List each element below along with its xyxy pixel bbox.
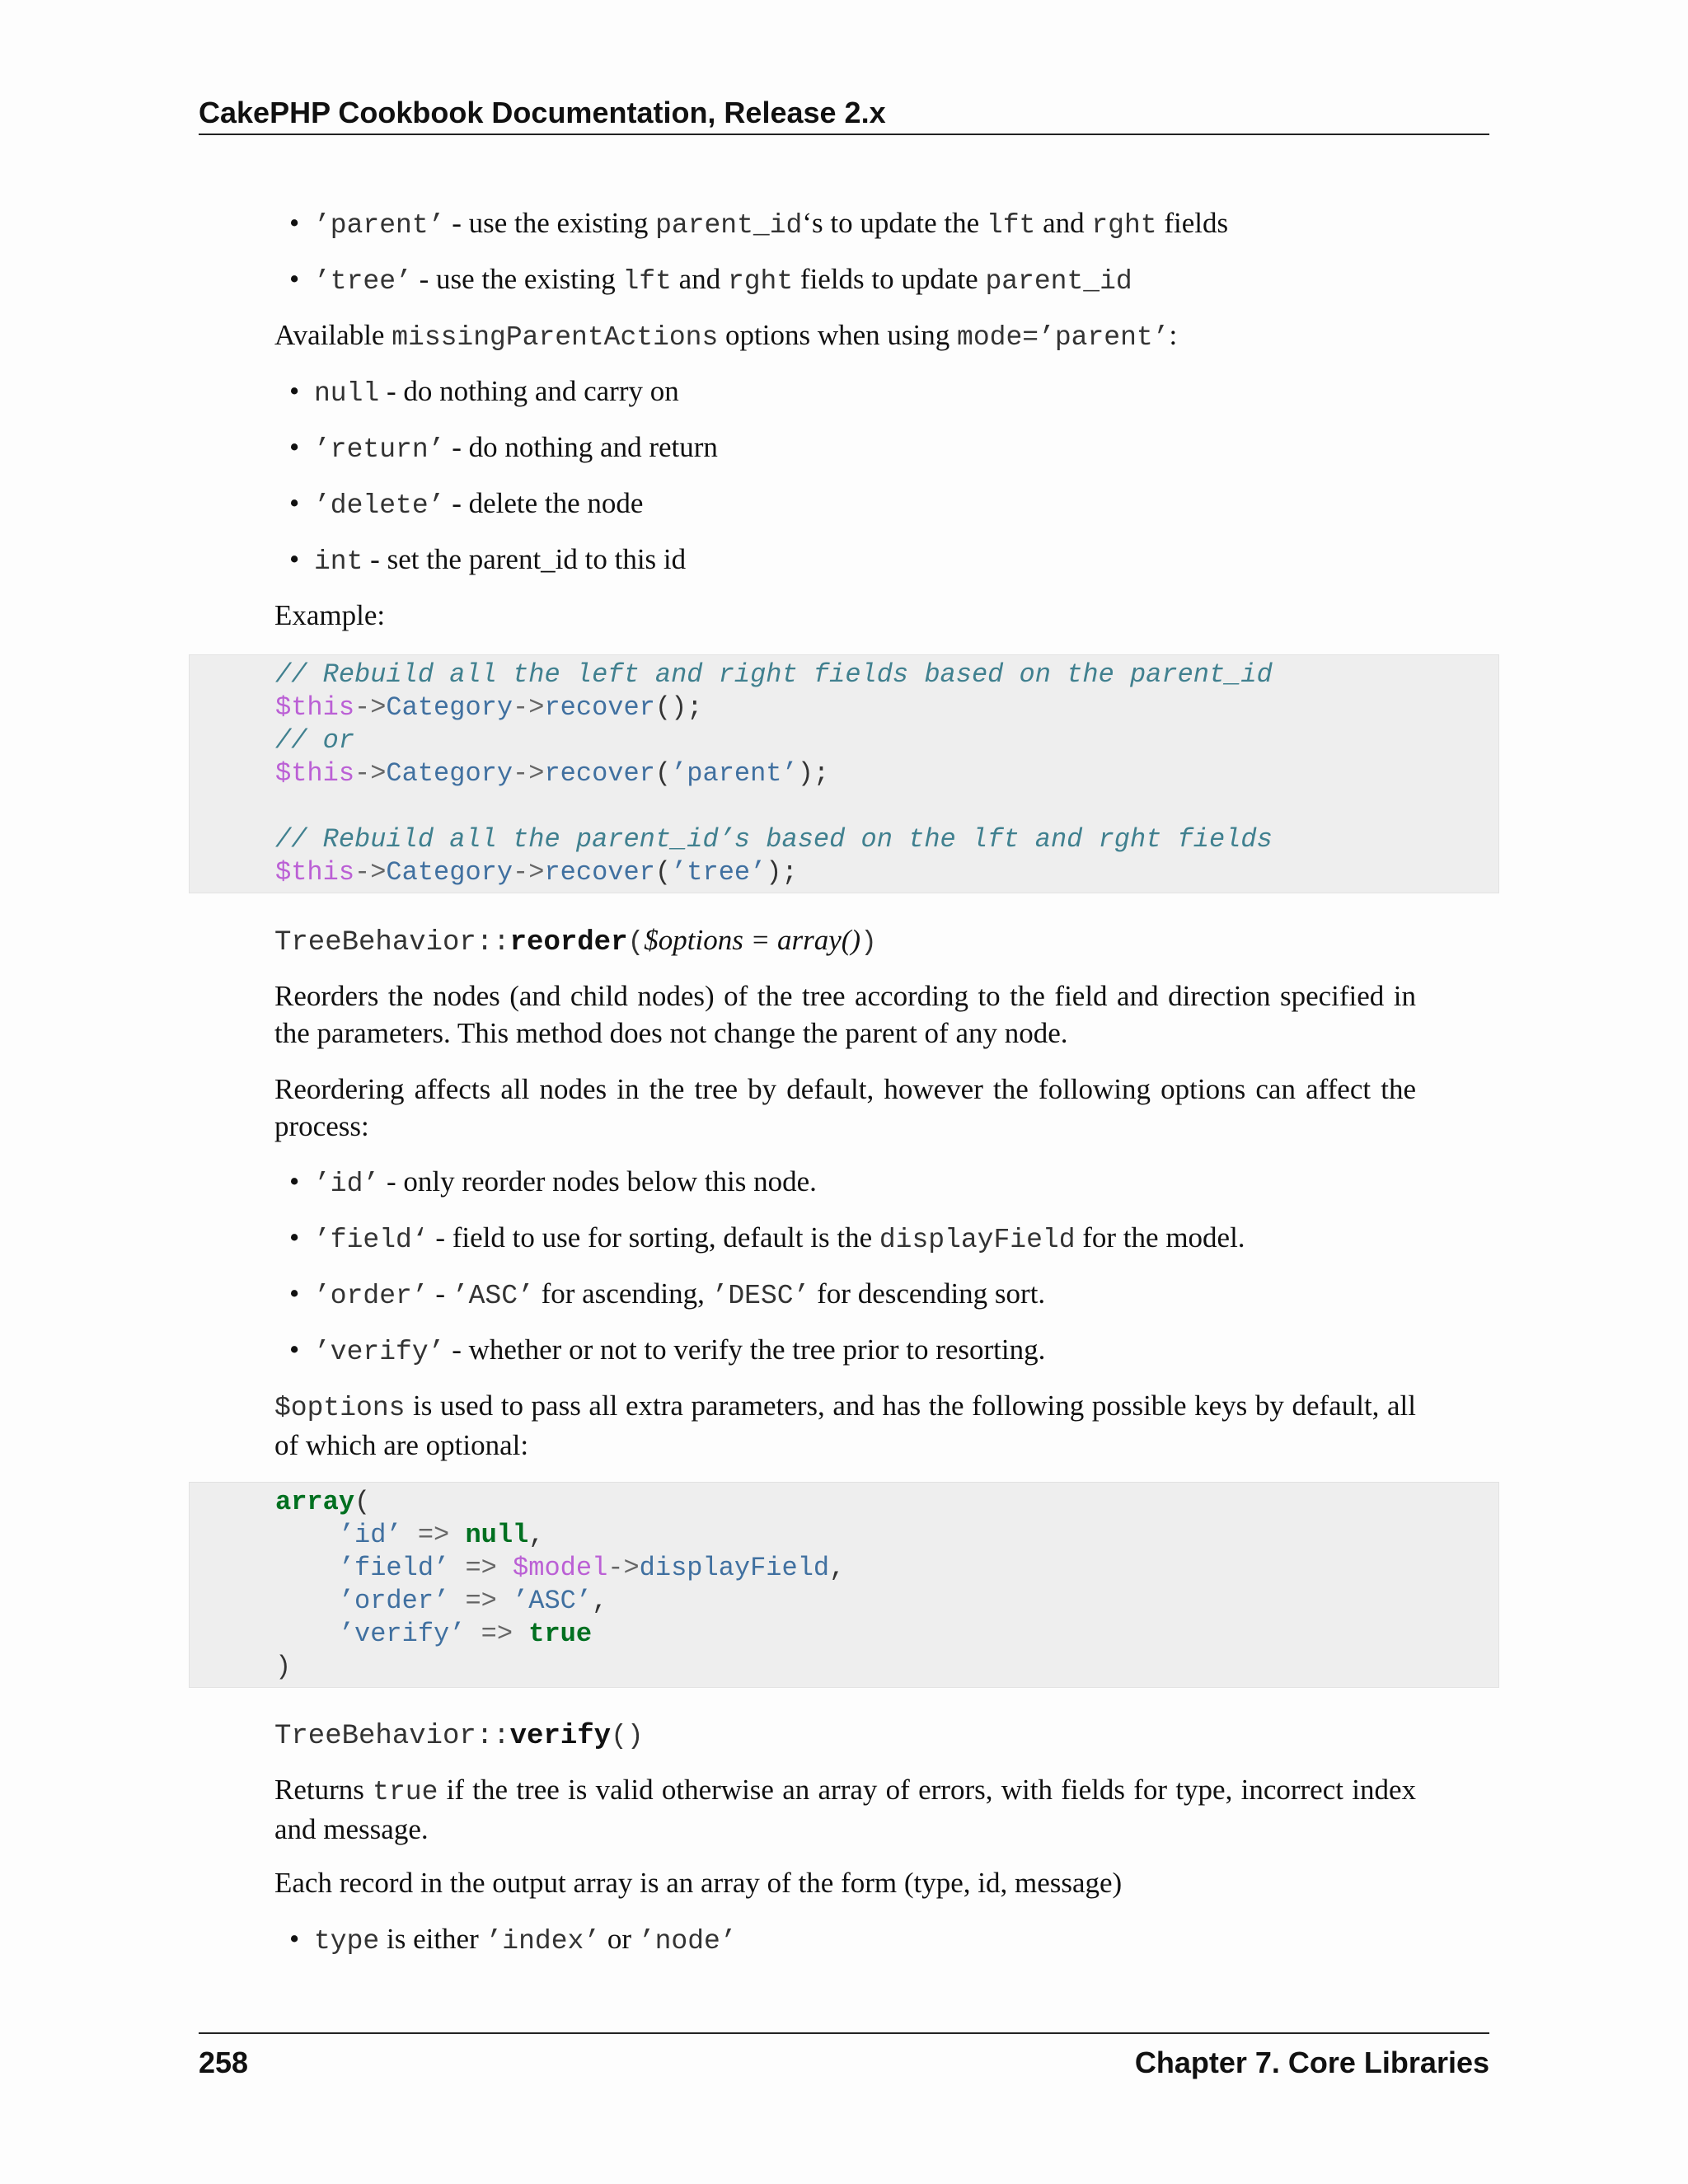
header-title: CakePHP Cookbook Documentation, Release 2.x bbox=[199, 96, 886, 129]
reorder-description: Reorders the nodes (and child nodes) of the tree according to the field and direction specified in the parameters. This method does not change the parent of any node. bbox=[274, 980, 1416, 1049]
list-item: • type is either ’index’ or ’node’ bbox=[314, 1920, 737, 1961]
list-item: • ’parent’ - use the existing parent_id‘s to update the lft and rght fields bbox=[314, 204, 1228, 245]
list-item: • ’delete’ - delete the node bbox=[314, 485, 643, 525]
list-item: • ’verify’ - whether or not to verify the tree prior to resorting. bbox=[314, 1331, 1045, 1371]
list-item: • ’id’ - only reorder nodes below this node. bbox=[314, 1163, 817, 1203]
code-block-options-array: array( ’id’ => null, ’field’ => $model->displayField, ’order’ => ’ASC’, ’verify’ => true ) bbox=[189, 1482, 1499, 1688]
page-number: 258 bbox=[199, 2046, 249, 2079]
record-description: Each record in the output array is an array of the form (type, id, message) bbox=[274, 1867, 1123, 1899]
page-header bbox=[199, 92, 1489, 135]
available-options-line: Available missingParentActions options when using mode=’parent’: bbox=[274, 319, 1178, 353]
example-label: Example: bbox=[274, 599, 386, 631]
list-item: • ’field‘ - field to use for sorting, default is the displayField for the model. bbox=[314, 1219, 1245, 1259]
reorder-affects: Reordering affects all nodes in the tree by default, however the following options can affect the process: bbox=[274, 1073, 1416, 1142]
verify-signature: TreeBehavior::verify() bbox=[274, 1721, 644, 1752]
page-footer bbox=[199, 2032, 1489, 2087]
options-description: $options is used to pass all extra parameters, and has the following possible keys by default, all of which are optional: bbox=[274, 1390, 1416, 1461]
code-block-recover: // Rebuild all the left and right fields based on the parent_id $this->Category->recover(); // or $this->Category->recover(’parent’); // Rebuild all the parent_id’s based on the lft and rght fields $this->Category->recover(’tree’); bbox=[189, 654, 1499, 893]
verify-description: Returns true if the tree is valid otherwise an array of errors, with fields for type, incorrect index and message. bbox=[274, 1774, 1416, 1845]
list-item: • int - set the parent_id to this id bbox=[314, 541, 686, 581]
list-item: • ’tree’ - use the existing lft and rght fields to update parent_id bbox=[314, 260, 1132, 301]
list-item: • ’order’ - ’ASC’ for ascending, ’DESC’ for descending sort. bbox=[314, 1275, 1045, 1315]
list-item: • ’return’ - do nothing and return bbox=[314, 429, 718, 469]
reorder-signature: TreeBehavior::reorder($options = array()) bbox=[274, 924, 877, 958]
list-item: • null - do nothing and carry on bbox=[314, 373, 679, 413]
chapter-title: Chapter 7. Core Libraries bbox=[1134, 2046, 1489, 2079]
